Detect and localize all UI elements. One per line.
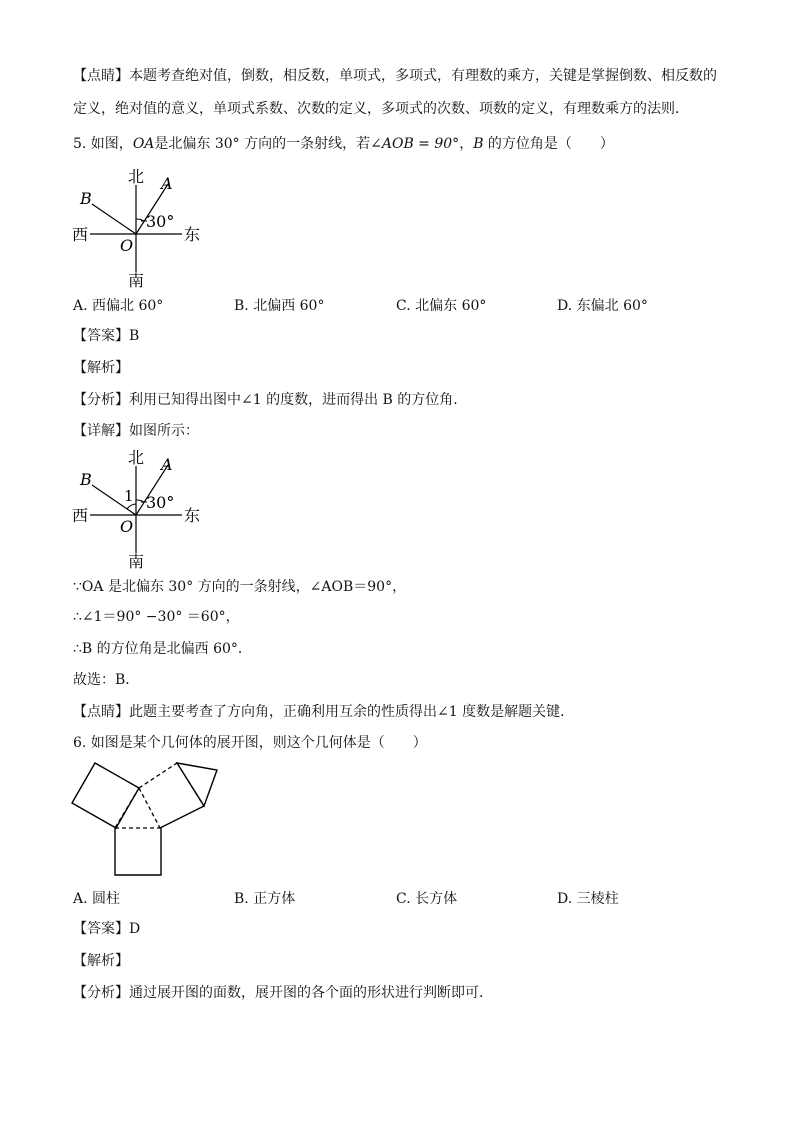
q5-option-b: B. 北偏西 60°	[234, 298, 325, 314]
point-a-label: A	[161, 455, 173, 474]
q5-xiangjie: 【详解】如图所示：	[73, 423, 199, 439]
q5-step2: ∴∠1＝90° −30° ＝60°，	[73, 609, 240, 625]
q6-option-c: C. 长方体	[396, 891, 458, 907]
q6-answer: 【答案】D	[73, 921, 141, 937]
point-o-label: O	[120, 517, 134, 536]
q6-analysis-heading: 【解析】	[73, 953, 129, 969]
prism-net-figure	[68, 758, 258, 878]
q5-step3: ∴B 的方位角是北偏西 60°．	[73, 641, 252, 657]
comment-tag: 【点睛】	[73, 68, 129, 84]
intro-comment-line1: 【点睛】本题考查绝对值，倒数，相反数，单项式，多项式，有理数的乘方，关键是掌握倒数、相反数的	[73, 68, 717, 84]
q5-step1: ∵OA 是北偏东 30° 方向的一条射线，∠AOB＝90°，	[73, 579, 407, 595]
south-label: 南	[128, 271, 145, 290]
q5-dianjing: 【点睛】此题主要考查了方向角，正确利用互余的性质得出∠1 度数是解题关键．	[73, 704, 575, 720]
south-label: 南	[128, 552, 145, 571]
point-o-label: O	[120, 236, 134, 255]
angle-30-label: 30°	[146, 212, 175, 231]
north-label: 北	[128, 167, 145, 186]
q5-answer: 【答案】B	[73, 328, 140, 344]
angle-1-label: 1	[124, 487, 134, 505]
q6-option-a: A. 圆柱	[73, 891, 121, 907]
q5-fenxi: 【分析】利用已知得出图中∠1 的度数，进而得出 B 的方位角．	[73, 392, 468, 408]
intro-comment-line2: 定义，绝对值的意义，单项式系数、次数的定义，多项式的次数、项数的定义，有理数乘方的法则．	[73, 101, 689, 117]
east-label: 东	[184, 225, 201, 244]
north-label: 北	[128, 448, 145, 467]
point-a-label: A	[161, 174, 173, 193]
west-label: 西	[72, 506, 89, 525]
question-6-stem: 6. 如图是某个几何体的展开图，则这个几何体是（ ）	[73, 735, 427, 751]
direction-figure-2	[70, 443, 210, 571]
east-label: 东	[184, 506, 201, 525]
point-b-label: B	[80, 189, 92, 208]
q6-fenxi: 【分析】通过展开图的面数，展开图的各个面的形状进行判断即可．	[73, 985, 493, 1001]
q5-analysis-heading: 【解析】	[73, 360, 129, 376]
q5-option-a: A. 西偏北 60°	[73, 298, 164, 314]
angle-30-label: 30°	[146, 493, 175, 512]
q5-option-d: D. 东偏北 60°	[557, 298, 648, 314]
question-5-stem: 5. 如图，OA是北偏东 30° 方向的一条射线，若∠AOB = 90°，B 的方位角是（ ）	[73, 136, 614, 152]
q6-option-d: D. 三棱柱	[557, 891, 619, 907]
west-label: 西	[72, 225, 89, 244]
q5-option-c: C. 北偏东 60°	[396, 298, 487, 314]
q6-option-b: B. 正方体	[234, 891, 296, 907]
point-b-label: B	[80, 470, 92, 489]
direction-figure-1	[70, 162, 210, 290]
q5-choice: 故选：B．	[73, 672, 140, 688]
